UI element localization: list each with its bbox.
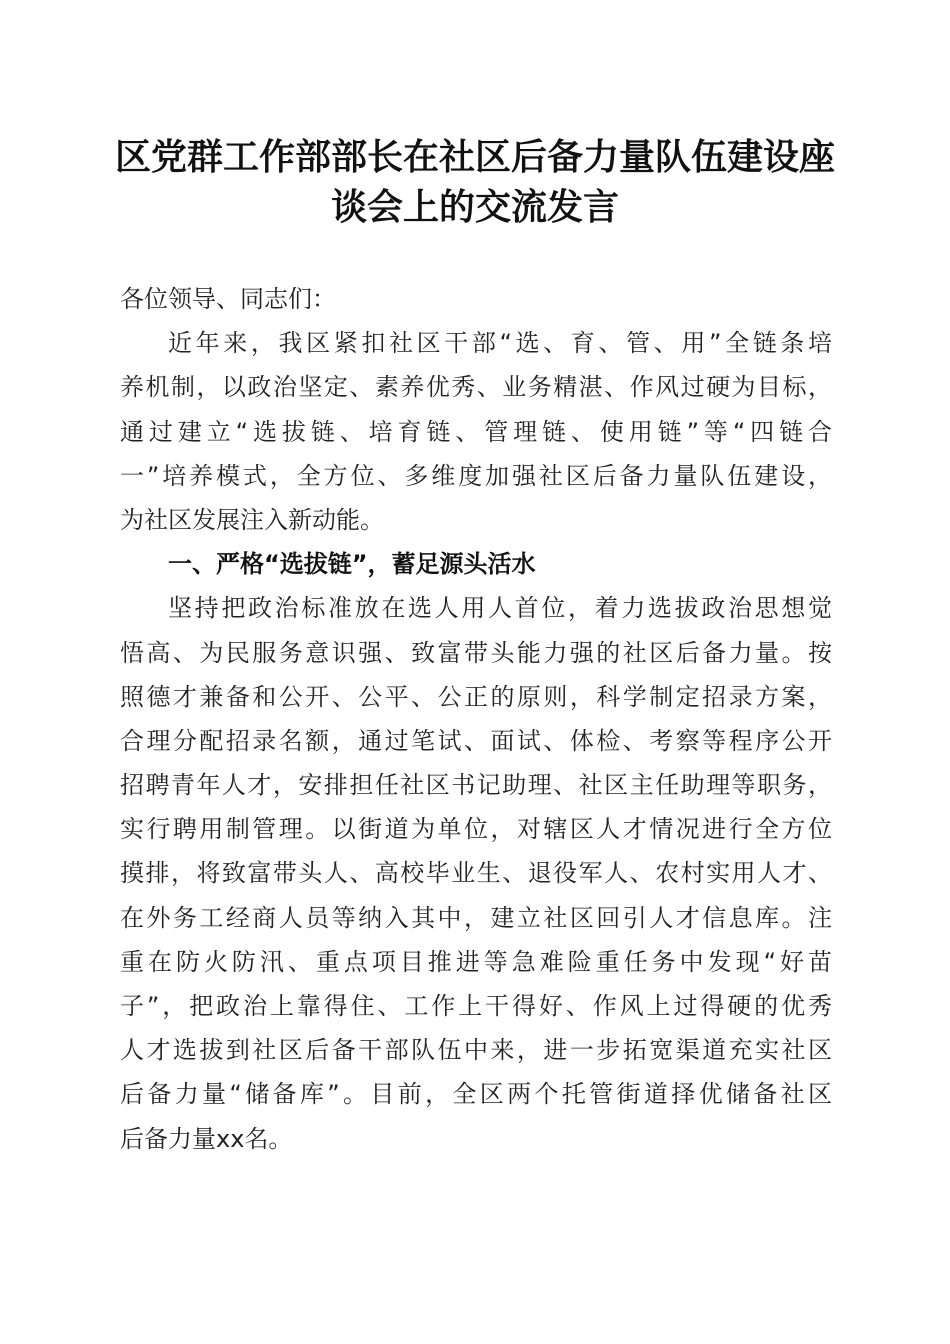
section-heading: 一、严格“选拔链”，蓄足源头活水	[168, 550, 536, 579]
section-line: 在外务工经商人员等纳入其中，建立社区回引人才信息库。注	[120, 903, 832, 932]
section-line: 人才选拔到社区后备干部队伍中来，进一步拓宽渠道充实社区	[120, 1036, 832, 1065]
section-line: 招聘青年人才，安排担任社区书记助理、社区主任助理等职务，	[120, 771, 832, 800]
section-line: 摸排，将致富带头人、高校毕业生、退役军人、农村实用人才、	[120, 859, 832, 888]
section-line: 悟高、为民服务意识强、致富带头能力强的社区后备力量。按	[120, 638, 832, 667]
section-line: 合理分配招录名额，通过笔试、面试、体检、考察等程序公开	[120, 726, 832, 755]
section-line: 子”，把政治上靠得住、工作上干得好、作风上过得硬的优秀	[120, 992, 832, 1020]
title-line-1: 区党群工作部部长在社区后备力量队伍建设座	[114, 136, 835, 178]
intro-line: 近年来，我区紧扣社区干部“选、育、管、用”全链条培	[168, 329, 832, 358]
intro-line: 为社区发展注入新动能。	[120, 505, 384, 534]
document-body	[120, 277, 832, 1161]
salutation: 各位领导、同志们：	[120, 285, 336, 313]
title-line-2: 谈会上的交流发言	[330, 186, 619, 228]
section-line: 后备力量xx名。	[120, 1124, 293, 1153]
section-line: 坚持把政治标准放在选人用人首位，着力选拔政治思想觉	[168, 594, 832, 623]
section-line: 照德才兼备和公开、公平、公正的原则，科学制定招录方案，	[120, 682, 832, 711]
document-title	[100, 132, 850, 232]
intro-line: 一”培养模式，全方位、多维度加强社区后备力量队伍建设，	[120, 461, 832, 490]
section-line: 实行聘用制管理。以街道为单位，对辖区人才情况进行全方位	[120, 815, 832, 844]
section-line: 后备力量“储备库”。目前，全区两个托管街道择优储备社区	[120, 1080, 832, 1109]
intro-line: 通过建立“选拔链、培育链、管理链、使用链”等“四链合	[120, 417, 832, 446]
section-line: 重在防火防汛、重点项目推进等急难险重任务中发现“好苗	[120, 947, 832, 976]
intro-line: 养机制，以政治坚定、素养优秀、业务精湛、作风过硬为目标，	[120, 373, 832, 402]
